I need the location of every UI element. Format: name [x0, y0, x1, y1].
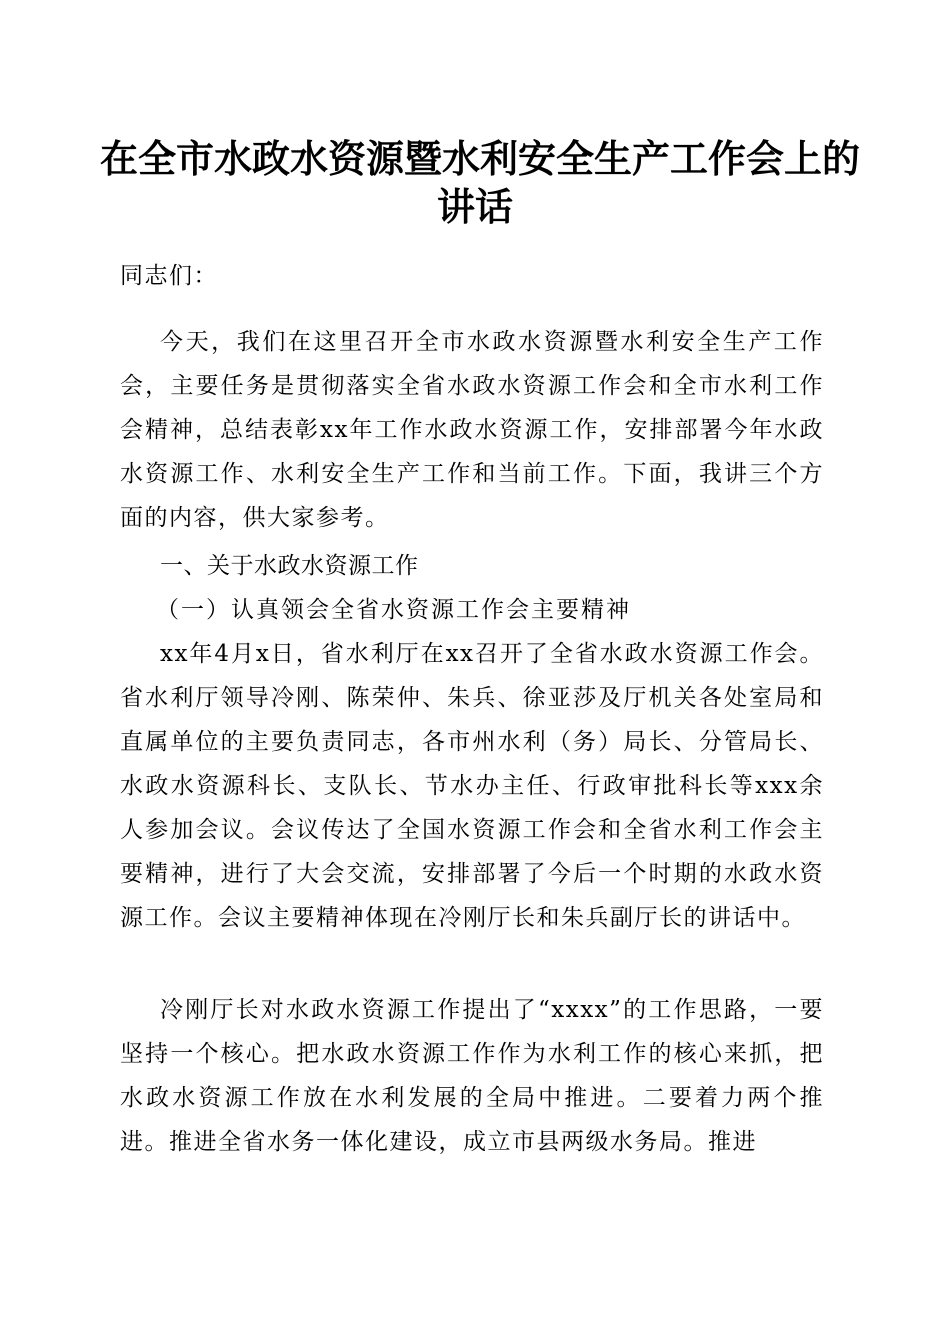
section-heading: 一、关于水政水资源工作 [160, 553, 419, 579]
document-title: 在全市水政水资源暨水利安全生产工作会上的 [100, 136, 861, 181]
paragraph-work-ideas: 冷刚厅长对水政水资源工作提出了“xxxx”的工作思路，一要坚持一个核心。把水政水资源工作作为水利工作的核心来抓，把水政水资源工作放在水利发展的全局中推进。二要着力两个推进。推进全省水务一体化建设，成立市县两级水务局。推进 [120, 997, 824, 1155]
paragraph-intro: 今天，我们在这里召开全市水政水资源暨水利安全生产工作会，主要任务是贯彻落实全省水政水资源工作会和全市水利工作会精神，总结表彰xx年工作水政水资源工作，安排部署今年水政水资源工作、水利安全生产工作和当前工作。下面，我讲三个方面的内容，供大家参考。 [120, 329, 824, 531]
paragraph-meeting: xx年4月x日，省水利厅在xx召开了全省水政水资源工作会。省水利厅领导冷刚、陈荣仲、朱兵、徐亚莎及厅机关各处室局和直属单位的主要负责同志，各市州水利（务）局长、分管局长、水政水资源科长、支队长、节水办主任、行政审批科长等xxx余人参加会议。会议传达了全国水资源工作会和全省水利工作会主要精神，进行了大会交流，安排部署了今后一个时期的水政水资源工作。会议主要精神体现在冷刚厅长和朱兵副厅长的讲话中。 [120, 641, 824, 931]
subsection-heading: （一）认真领会全省水资源工作会主要精神 [156, 597, 631, 623]
document-title-continued: 讲话 [436, 184, 513, 229]
salutation: 同志们： [120, 263, 218, 289]
